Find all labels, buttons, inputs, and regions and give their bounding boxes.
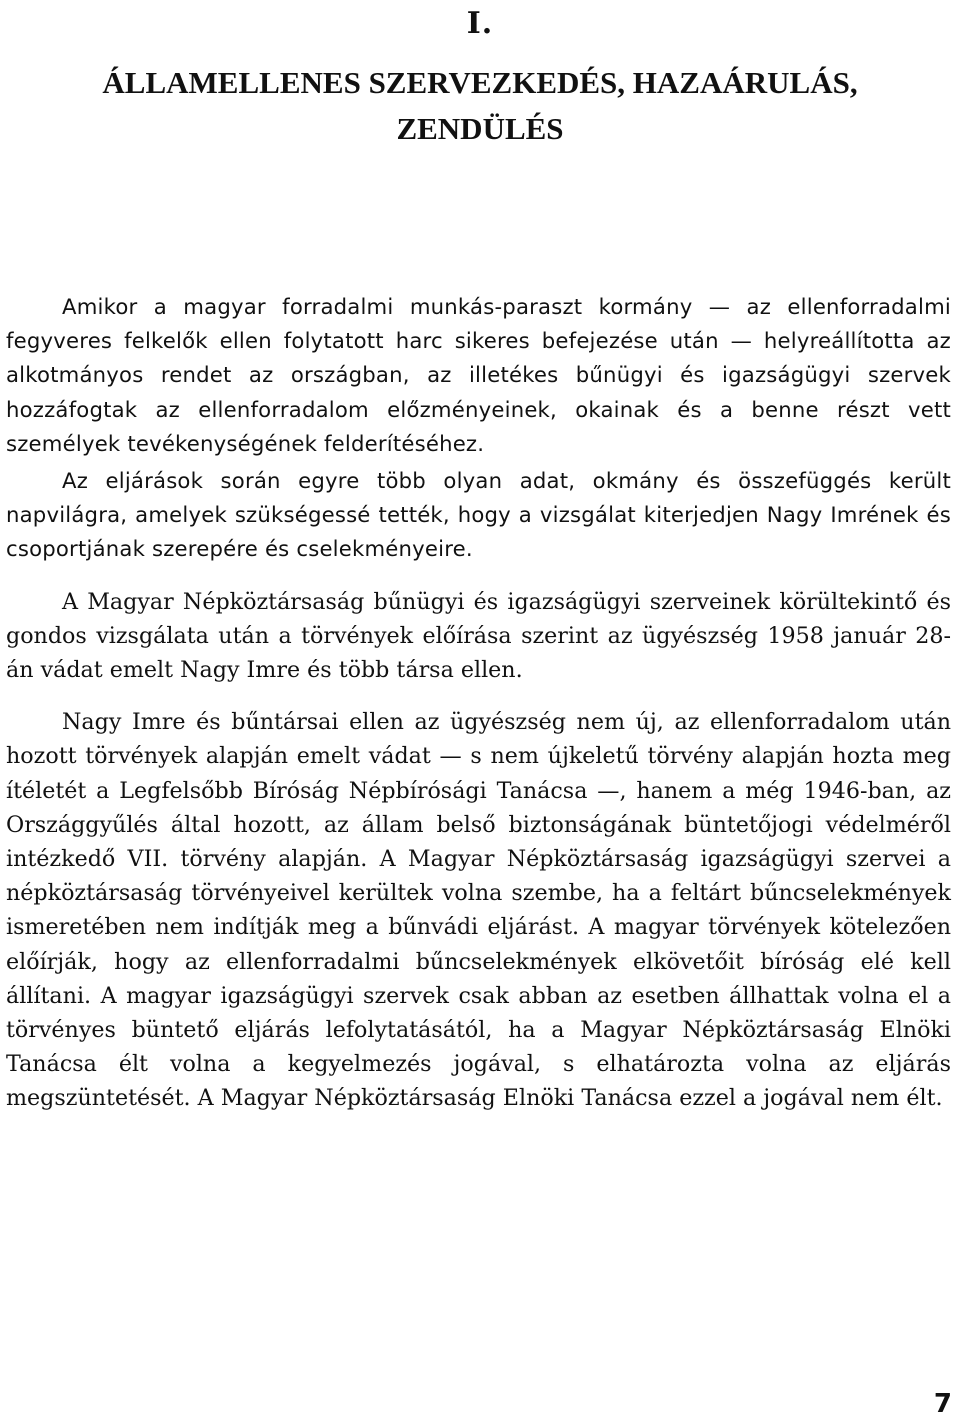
chapter-title <box>0 60 960 152</box>
paragraph-3: A Magyar Népköztársaság bűnügyi és igazságügyi szerveinek körültekintő és gondos vizsgálata után a törvények előírása szerint az ügyészség 1958 január 28-án vádat emelt Nagy Imre és több társa ellen. <box>6 588 951 684</box>
chapter-title-line-2: ZENDÜLÉS <box>396 111 564 146</box>
page-number: 7 <box>933 1389 952 1419</box>
paragraph-2: Az eljárások során egyre több olyan adat, okmány és összefüggés került napvilágra, amelyek szükségessé tették, hogy a vizsgálat kiterjedjen Nagy Imrének és csoportjának szerepére és cselekményeire. <box>6 468 951 562</box>
chapter-number: I. <box>466 6 494 41</box>
chapter-title-line-1: ÁLLAMELLENES SZERVEZKEDÉS, HAZAÁRULÁS, <box>102 65 858 100</box>
paragraph-1: Amikor a magyar forradalmi munkás-paraszt kormány — az ellenforradalmi fegyveres felkelők ellen folytatott harc sikeres befejezése után — helyreállította az alkotmányos rendet az országban, az illetékes bűnügyi és igazságügyi szervek hozzáfogtak az ellenforradalom előzményeinek, okainak és a benne részt vett személyek tevékenységének felderítéséhez. <box>6 294 951 456</box>
body-text <box>6 290 951 1116</box>
paragraph-4: Nagy Imre és bűntársai ellen az ügyészség nem új, az ellenforradalom után hozott törvények alapján emelt vádat — s nem újkeletű törvény alapján hozta meg ítéletét a Legfelsőbb Bíróság Népbírósági Tanácsa —, hanem a még 1946-ban, az Országgyűlés által hozott, az állam belső biztonságának büntetőjogi védelméről intézkedő VII. törvény alapján. A Magyar Népköztársaság igazságügyi szervei a népköztársaság törvényeivel kerültek volna szembe, ha a feltárt bűncselekmények ismeretében nem indítják meg a bűnvádi eljárást. A magyar törvények kötelezően előírják, hogy az ellenforradalmi bűncselekmények elkövetőit bíróság elé kell állítani. A magyar igazságügyi szervek csak abban az esetben állhattak volna el a törvényes büntető eljárás lefolytatásától, ha a Magyar Népköztársaság Elnöki Tanácsa élt volna a kegyelmezés jogával, s elhatározta volna az eljárás megszüntetését. A Magyar Népköztársaság Elnöki Tanácsa ezzel a jogával nem élt. <box>6 709 951 1112</box>
